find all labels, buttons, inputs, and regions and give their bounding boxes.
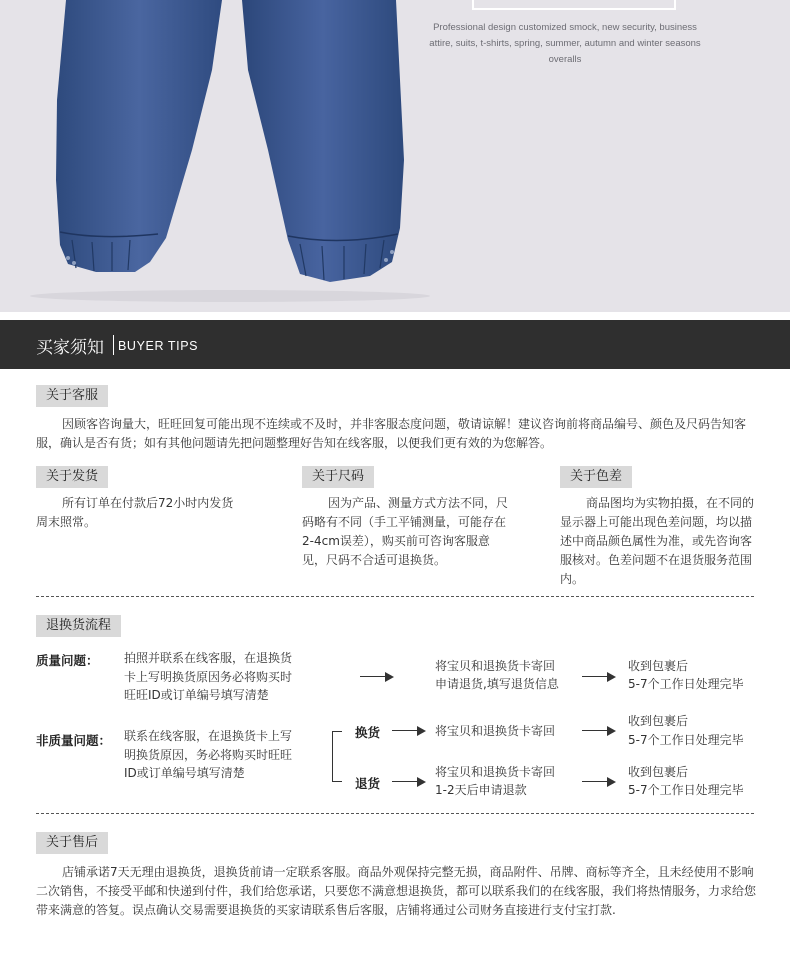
quality-step2-line2: 申请退货,填写退货信息 xyxy=(435,677,559,691)
refund-step2-line2: 1-2天后申请退款 xyxy=(435,783,527,797)
quality-step1-line2: 卡上写明换货原因务必将购买时 xyxy=(124,670,293,684)
section-divider xyxy=(36,813,754,814)
buyer-tips-subtitle: BUYER TIPS xyxy=(118,339,199,353)
arrow-right-icon xyxy=(582,777,616,787)
quality-step3-line1: 收到包裹后 xyxy=(628,659,689,673)
shipping-text: 所有订单在付款后72小时内发货周末照常。 xyxy=(36,496,234,529)
size-text: 因为产品、测量方式方法不同，尺码略有不同（手工平铺测量，可能存在2-4cm误差），购买前可咨询客服意见，尺码不合适可退换货。 xyxy=(302,496,509,567)
non-quality-step1-line2: 明换货原因，务必将购买时旺旺 xyxy=(124,748,293,762)
non-quality-issue-label: 非质量问题： xyxy=(36,733,112,748)
arrow-right-icon xyxy=(582,672,616,682)
refund-step3-line2: 5-7个工作日处理完毕 xyxy=(628,783,744,797)
arrow-right-icon xyxy=(360,672,394,682)
refund-step3-line1: 收到包裹后 xyxy=(628,765,689,779)
quality-step2-line1: 将宝贝和退换货卡寄回 xyxy=(435,659,556,673)
arrow-right-icon xyxy=(392,726,426,736)
color-difference-text: 商品图均为实物拍摄，在不同的显示器上可能出现色差问题，均以描述中商品颜色属性为准，或先咨询客服核对。色差问题不在退货服务范围内。 xyxy=(560,496,755,586)
quality-step1-line1: 拍照并联系在线客服，在退换货 xyxy=(124,651,293,665)
section-divider xyxy=(36,596,754,597)
exchange-step2-line1: 将宝贝和退换货卡寄回 xyxy=(435,724,556,738)
non-quality-step1-line1: 联系在线客服，在退换货卡上写 xyxy=(124,729,293,743)
after-sales-tag: 关于售后 xyxy=(36,832,108,854)
branch-bracket xyxy=(332,731,342,782)
header-divider xyxy=(113,335,114,355)
refund-step2-line1: 将宝贝和退换货卡寄回 xyxy=(435,765,556,779)
product-description: Professional design customized smock, new security, business attire, suits, t-shirts, spring, summer, autumn and winter seasons overalls xyxy=(429,22,701,65)
color-difference-tag: 关于色差 xyxy=(560,466,632,488)
product-photo xyxy=(0,0,790,312)
exchange-label: 换货 xyxy=(355,725,381,740)
refund-label: 退货 xyxy=(355,776,381,791)
customer-service-tag: 关于客服 xyxy=(36,385,108,407)
non-quality-step1-line3: ID或订单编号填写清楚 xyxy=(124,766,245,780)
arrow-right-icon xyxy=(392,777,426,787)
quality-step3-line2: 5-7个工作日处理完毕 xyxy=(628,677,744,691)
return-process-tag: 退换货流程 xyxy=(36,615,121,637)
buyer-tips-title: 买家须知 xyxy=(36,338,104,358)
shipping-tag: 关于发货 xyxy=(36,466,108,488)
quality-issue-label: 质量问题： xyxy=(36,653,99,668)
after-sales-text: 店铺承诺7天无理由退换货，退换货前请一定联系客服。商品外观保持完整无损，商品附件、吊牌、商标等齐全，且未经使用不影响二次销售，不接受平邮和快递到付件，我们给您承诺，只要您不满意想退换货，都可以联系我们的在线客服，我们将热情服务，力求给您带来满意的答复。误点确认交易需要退换货的买家请联系售后客服，店铺将通过公司财务直接进行支付宝打款. xyxy=(36,865,757,917)
exchange-step3-line2: 5-7个工作日处理完毕 xyxy=(628,733,744,747)
size-tag: 关于尺码 xyxy=(302,466,374,488)
customer-service-text: 因顾客咨询量大，旺旺回复可能出现不连续或不及时，并非客服态度问题，敬请谅解！建议咨询前将商品编号、颜色及尺码告知客服，确认是否有货；如有其他问题请先把问题整理好告知在线客服，以便我们更有效的为您解答。 xyxy=(36,417,747,450)
quality-step1-line3: 旺旺ID或订单编号填写清楚 xyxy=(124,688,269,702)
caption-frame xyxy=(472,0,676,10)
arrow-right-icon xyxy=(582,726,616,736)
exchange-step3-line1: 收到包裹后 xyxy=(628,714,689,728)
